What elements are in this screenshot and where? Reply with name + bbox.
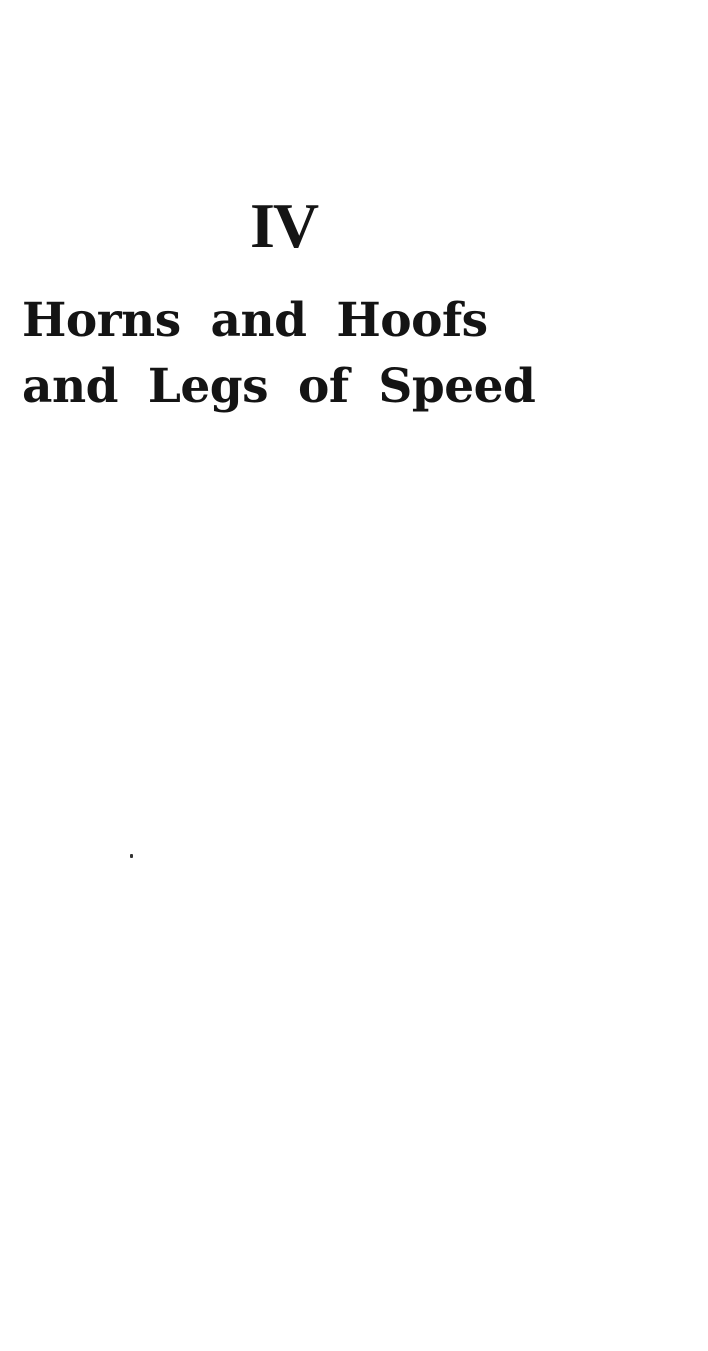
chapter-number: IV bbox=[250, 190, 318, 261]
chapter-title-line-2: and Legs of Speed bbox=[22, 359, 536, 414]
print-speck bbox=[130, 854, 133, 858]
chapter-title-line-1: Horns and Hoofs bbox=[22, 293, 488, 348]
chapter-title bbox=[22, 288, 582, 420]
